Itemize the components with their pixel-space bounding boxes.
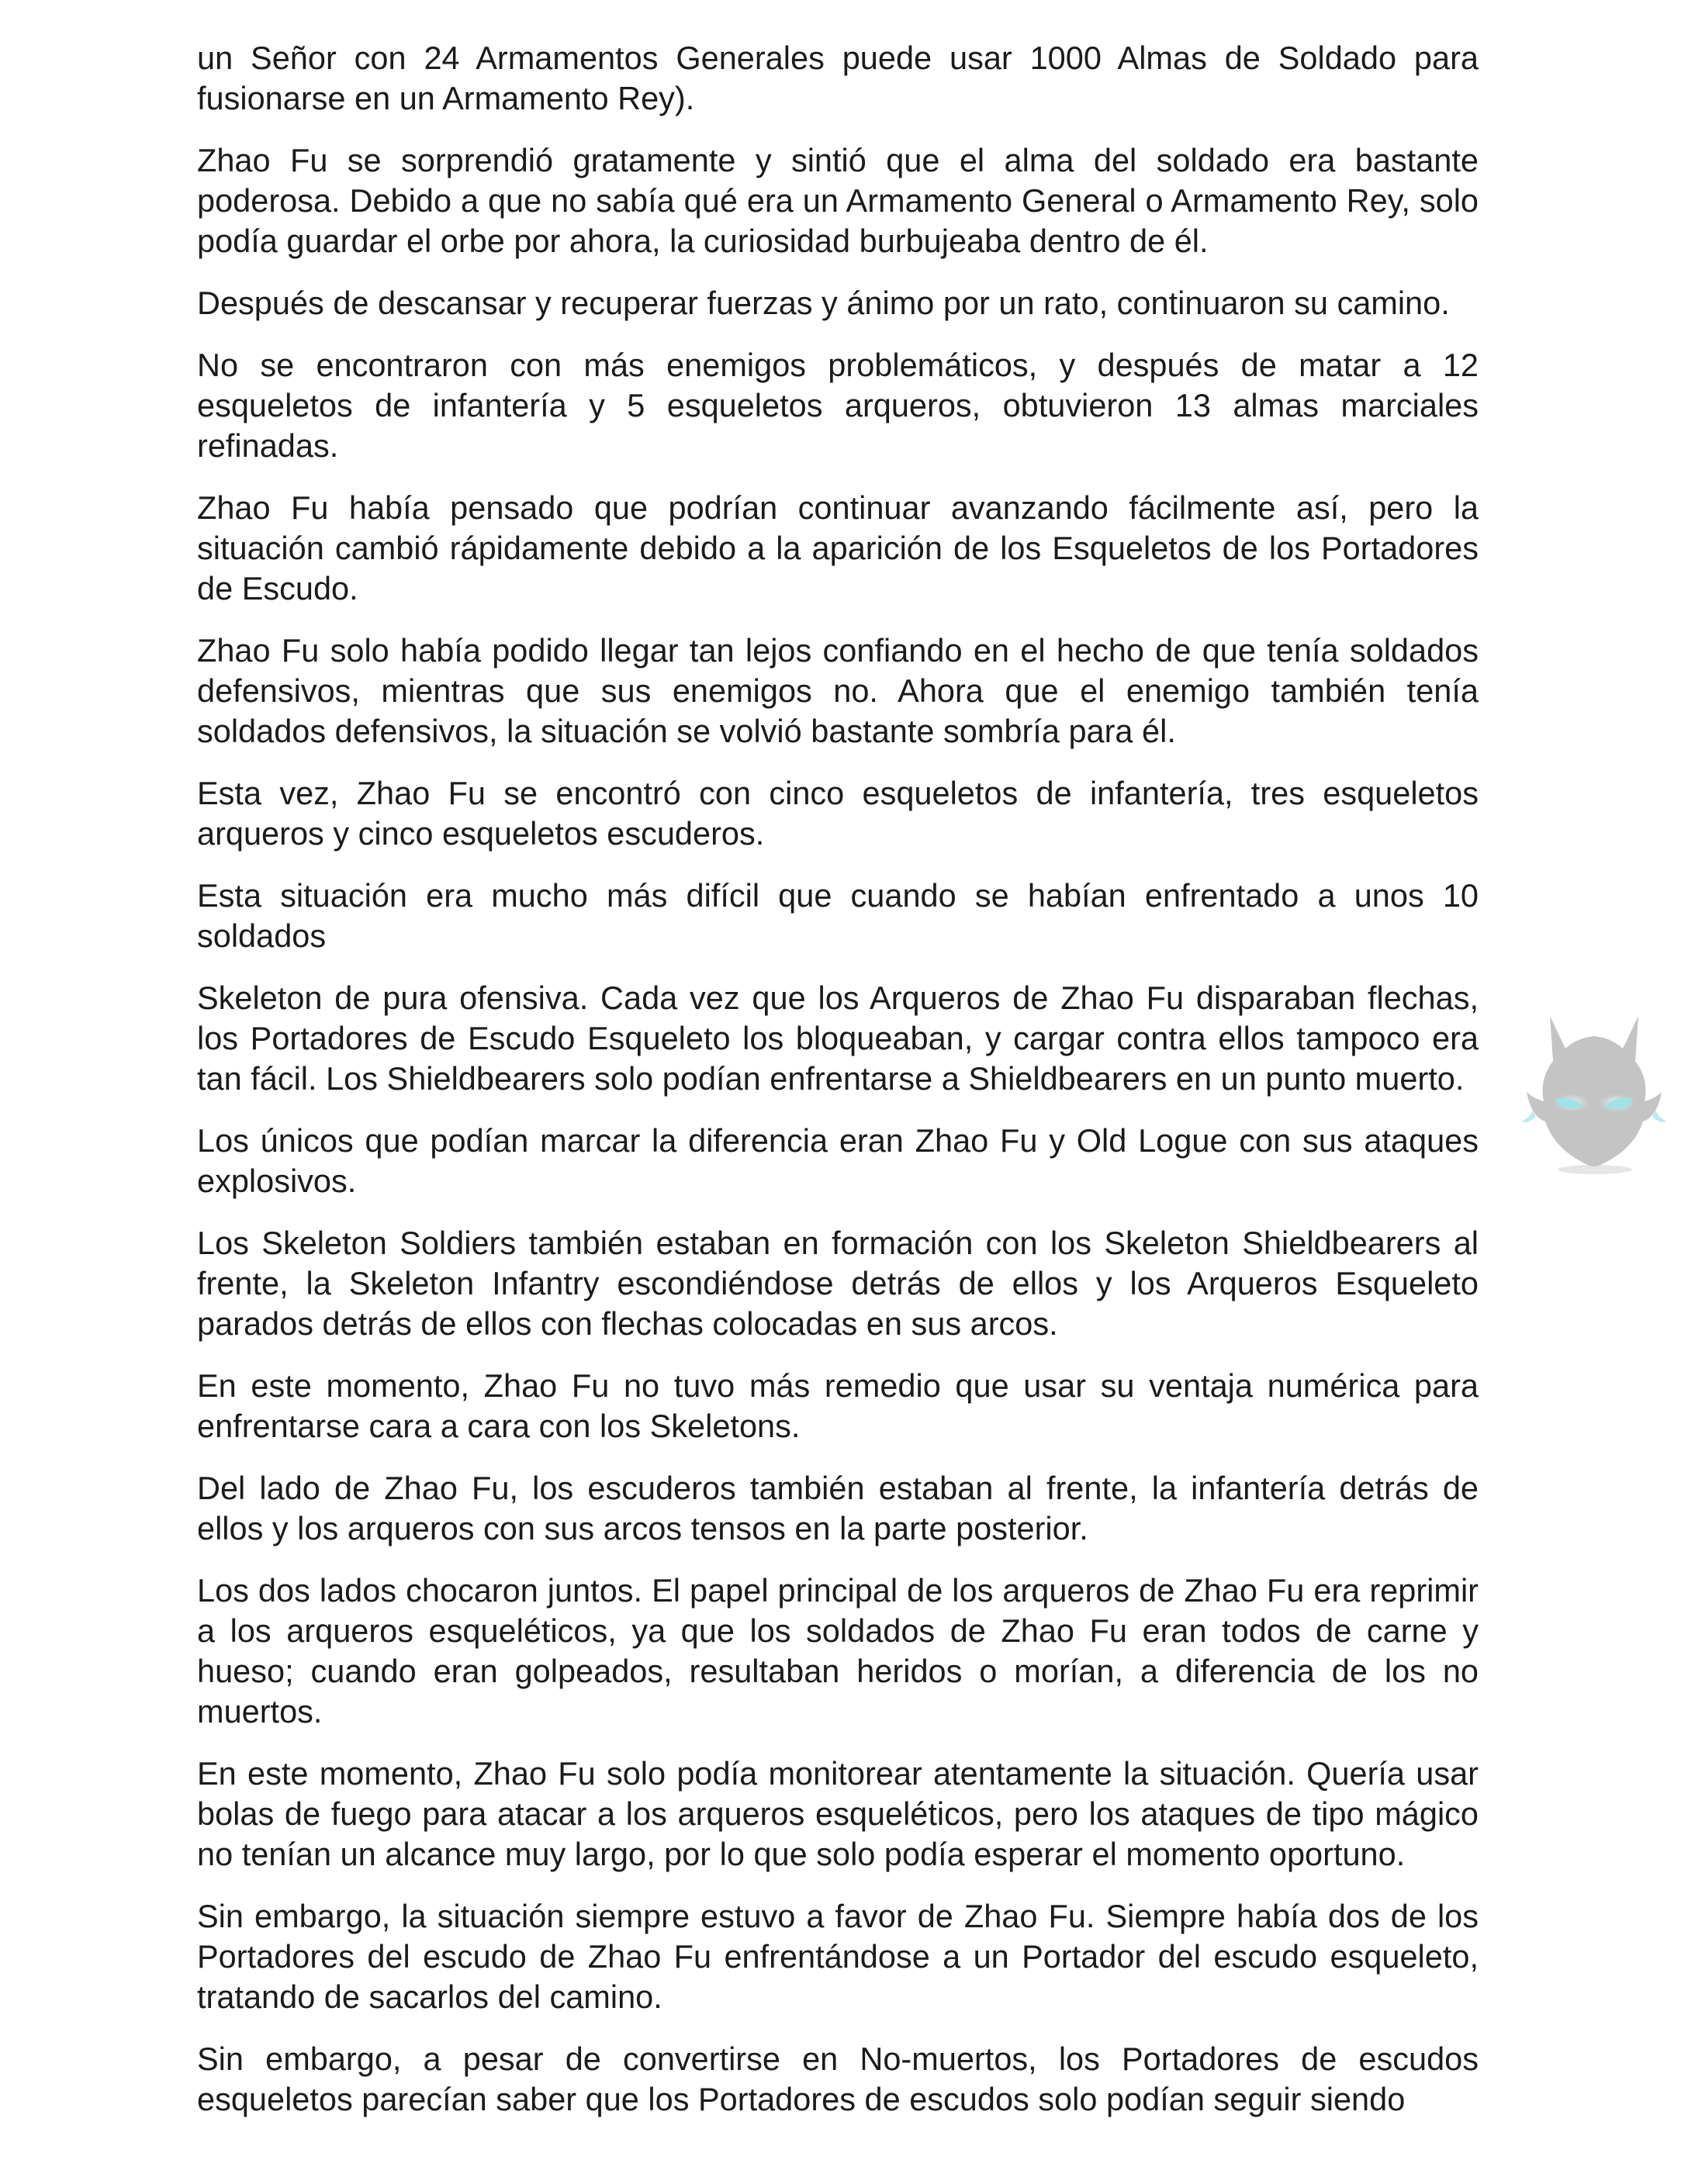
document-page — [197, 31, 1479, 2141]
paragraph-7: Esta vez, Zhao Fu se encontró con cinco esqueletos de infantería, tres esqueletos arqueros y cinco esqueletos escuderos. — [197, 775, 1479, 852]
paragraph-15: En este momento, Zhao Fu solo podía monitorear atentamente la situación. Quería usar bolas de fuego para atacar a los arqueros esqueléticos, pero los ataques de tipo mágico no tenían un alcance muy largo, por lo que solo podía esperar el momento oportuno. — [197, 1755, 1479, 1872]
paragraph-5: Zhao Fu había pensado que podrían continuar avanzando fácilmente así, pero la situación cambió rápidamente debido a la aparición de los Esqueletos de los Portadores de Escudo. — [197, 489, 1479, 606]
paragraph-6: Zhao Fu solo había podido llegar tan lejos confiando en el hecho de que tenía soldados defensivos, mientras que sus enemigos no. Ahora que el enemigo también tenía soldados defensivos, la situación se volvió bastante sombría para él. — [197, 632, 1479, 749]
paragraph-16: Sin embargo, la situación siempre estuvo a favor de Zhao Fu. Siempre había dos de los Portadores del escudo de Zhao Fu enfrentándose a un Portador del escudo esqueleto, tratando de sacarlos del camino. — [197, 1898, 1479, 2015]
paragraph-11: Los Skeleton Soldiers también estaban en formación con los Skeleton Shieldbearers al frente, la Skeleton Infantry escondiéndose detrás de ellos y los Arqueros Esqueleto parados detrás de ellos con flechas colocadas en sus arcos. — [197, 1225, 1479, 1342]
paragraph-14: Los dos lados chocaron juntos. El papel principal de los arqueros de Zhao Fu era reprimir a los arqueros esqueléticos, ya que los soldados de Zhao Fu eran todos de carne y hueso; cuando eran golpeados, resultaban heridos o morían, a diferencia de los no muertos. — [197, 1572, 1479, 1730]
paragraph-2: Zhao Fu se sorprendió gratamente y sintió que el alma del soldado era bastante poderosa. Debido a que no sabía qué era un Armamento General o Armamento Rey, solo podía guardar el orbe por ahora, la curiosidad burbujeaba dentro de él. — [197, 142, 1479, 259]
paragraph-10: Los únicos que podían marcar la diferencia eran Zhao Fu y Old Logue con sus ataques explosivos. — [197, 1122, 1479, 1199]
paragraph-3: Después de descansar y recuperar fuerzas y ánimo por un rato, continuaron su camino. — [197, 285, 1450, 321]
paragraph-4: No se encontraron con más enemigos problemáticos, y después de matar a 12 esqueletos de infantería y 5 esqueletos arqueros, obtuvieron 13 almas marciales refinadas. — [197, 347, 1479, 464]
paragraph-12: En este momento, Zhao Fu no tuvo más remedio que usar su ventaja numérica para enfrentarse cara a cara con los Skeletons. — [197, 1367, 1479, 1444]
demon-head-icon — [1519, 1000, 1666, 1179]
paragraph-8: Esta situación era mucho más difícil que cuando se habían enfrentado a unos 10 soldados — [197, 877, 1479, 954]
paragraph-17: Sin embargo, a pesar de convertirse en No-muertos, los Portadores de escudos esqueletos parecían saber que los Portadores de escudos solo podían seguir siendo — [197, 2041, 1479, 2117]
paragraph-9: Skeleton de pura ofensiva. Cada vez que los Arqueros de Zhao Fu disparaban flechas, los Portadores de Escudo Esqueleto los bloqueaban, y cargar contra ellos tampoco era tan fácil. Los Shieldbearers solo podían enfrentarse a Shieldbearers en un punto muerto. — [197, 980, 1479, 1097]
paragraph-13: Del lado de Zhao Fu, los escuderos también estaban al frente, la infantería detrás de ellos y los arqueros con sus arcos tensos en la parte posterior. — [197, 1470, 1479, 1546]
paragraph-1: un Señor con 24 Armamentos Generales puede usar 1000 Almas de Soldado para fusionarse en un Armamento Rey). — [197, 40, 1479, 116]
